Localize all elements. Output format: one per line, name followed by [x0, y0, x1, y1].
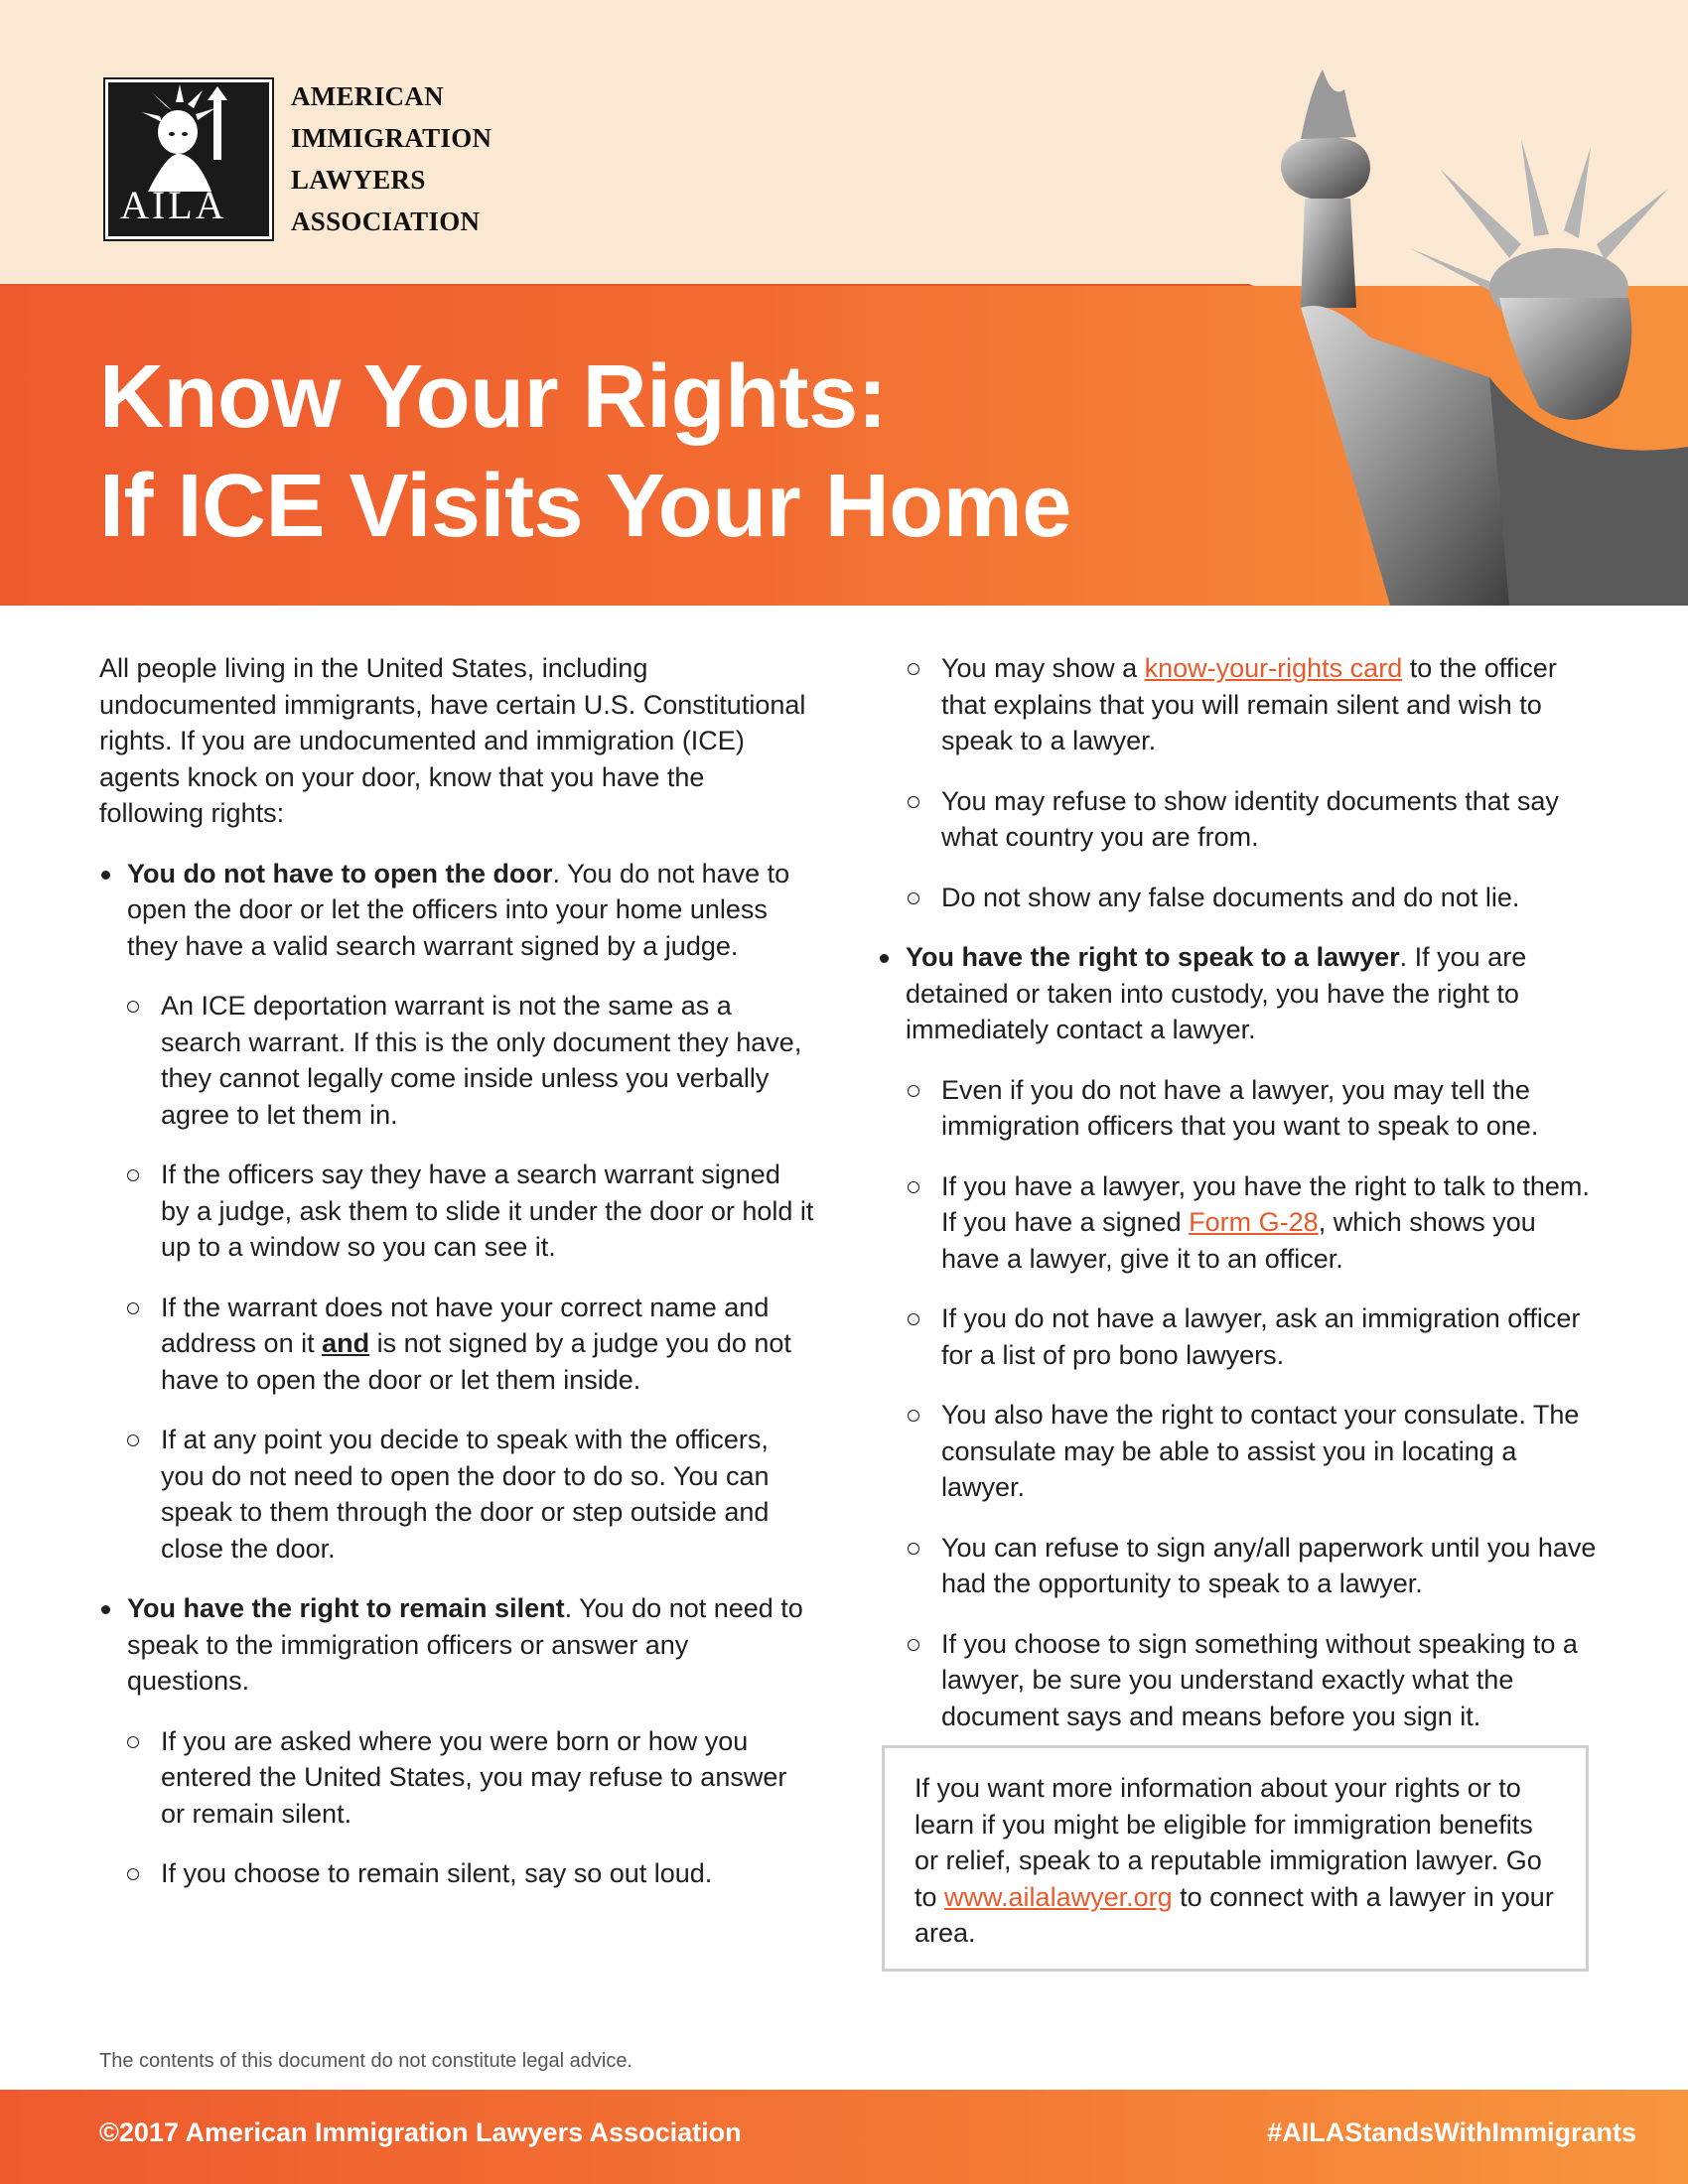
- statue-of-liberty-icon: [1261, 50, 1688, 606]
- bullet-heading: You have the right to remain silent: [127, 1593, 565, 1623]
- sub-item: If the officers say they have a search warrant signed by a judge, ask them to slide it under the door or hold it up to a window so you can see it.: [99, 1157, 814, 1266]
- bullet-open-door: [99, 856, 814, 965]
- sub-text: , which shows you have a lawyer, give it to an officer.: [941, 1207, 1536, 1274]
- sub-item: If you choose to remain silent, say so out loud.: [99, 1855, 814, 1892]
- bullet-heading: You have the right to speak to a lawyer: [906, 942, 1400, 972]
- sub-item: You also have the right to contact your consulate. The consulate may be able to assist you in locating a lawyer.: [906, 1397, 1601, 1506]
- aila-logo: [105, 79, 272, 239]
- info-text: to connect with a lawyer in your area.: [914, 1881, 1554, 1948]
- sub-item: [99, 1290, 814, 1399]
- sub-text: You may show a: [941, 653, 1145, 683]
- org-name-line: LAWYERS: [291, 165, 426, 195]
- bullet-heading: You do not have to open the door: [127, 858, 553, 888]
- info-text: If you want more information about your rights or to learn if you might be eligible for immigration benefits or relief, speak to a reputable immigration lawyer. Go to: [914, 1773, 1542, 1912]
- sub-item: If you do not have a lawyer, ask an immigration officer for a list of pro bono lawyers.: [906, 1300, 1601, 1373]
- right-column: [906, 650, 1601, 1758]
- org-name-line: ASSOCIATION: [291, 206, 481, 236]
- sub-item: You can refuse to sign any/all paperwork until you have had the opportunity to speak to a lawyer.: [906, 1530, 1601, 1602]
- title-line-1: Know Your Rights:: [99, 347, 888, 447]
- sub-item: [906, 1168, 1601, 1278]
- organization-name: [291, 75, 492, 242]
- sub-text: is not signed by a judge you do not have to open the door or let them inside.: [161, 1328, 791, 1395]
- sub-item: Even if you do not have a lawyer, you may tell the immigration officers that you want to speak to one.: [906, 1072, 1601, 1145]
- sub-item: If you are asked where you were born or how you entered the United States, you may refuse to answer or remain silent.: [99, 1723, 814, 1833]
- footer-copyright: ©2017 American Immigration Lawyers Association: [99, 2117, 742, 2147]
- bullet-text: . You do not have to open the door or let the officers into your home unless they have a valid search warrant signed by a judge.: [127, 858, 790, 961]
- intro-paragraph: All people living in the United States, including undocumented immigrants, have certain U.S. Constitutional rights. If you are undocumented and immigration (ICE) agents knock on your door, know that you have the following rights:: [99, 653, 806, 828]
- sub-text: If you have a lawyer, you have the right to talk to them. If you have a signed: [941, 1170, 1590, 1237]
- left-column: [99, 650, 814, 1916]
- page-title: [99, 342, 1071, 561]
- logo-text: AILA: [120, 183, 227, 227]
- title-line-2: If ICE Visits Your Home: [99, 457, 1071, 556]
- legal-disclaimer: The contents of this document do not constitute legal advice.: [99, 2050, 633, 2072]
- sub-item: If you choose to sign something without speaking to a lawyer, be sure you understand exactly what the document says and means before you sign it.: [906, 1626, 1601, 1735]
- org-name-line: AMERICAN: [291, 81, 444, 111]
- bullet-text: . You do not need to speak to the immigration officers or answer any questions.: [127, 1593, 803, 1696]
- statue-of-liberty-image: [1261, 50, 1688, 606]
- sub-text: If the warrant does not have your correct name and address on it: [161, 1292, 770, 1358]
- bullet-remain-silent: [99, 1590, 814, 1700]
- know-your-rights-card-link[interactable]: know-your-rights card: [1144, 653, 1403, 683]
- sub-item: Do not show any false documents and do not lie.: [906, 880, 1601, 916]
- emphasis-and: and: [322, 1328, 370, 1358]
- sub-item: If at any point you decide to speak with the officers, you do not need to open the door to do so. You can speak to them through the door or step outside and close the door.: [99, 1422, 814, 1567]
- sub-text: to the officer that explains that you will remain silent and wish to speak to a lawyer.: [941, 653, 1557, 755]
- ailalawyer-link[interactable]: www.ailalawyer.org: [944, 1881, 1173, 1912]
- bullet-text: . If you are detained or taken into custody, you have the right to immediately contact a lawyer.: [906, 942, 1527, 1044]
- org-name-line: IMMIGRATION: [291, 123, 492, 153]
- sub-item: [906, 650, 1601, 759]
- bullet-speak-to-lawyer: [878, 939, 1601, 1048]
- sub-item: You may refuse to show identity documents that say what country you are from.: [906, 783, 1601, 856]
- sub-item: An ICE deportation warrant is not the same as a search warrant. If this is the only document they have, they cannot legally come inside unless you verbally agree to let them in.: [99, 988, 814, 1133]
- more-info-box: [882, 1745, 1589, 1972]
- form-g28-link[interactable]: Form G-28: [1189, 1207, 1319, 1237]
- footer-hashtag: #AILAStandsWithImmigrants: [1267, 2117, 1636, 2147]
